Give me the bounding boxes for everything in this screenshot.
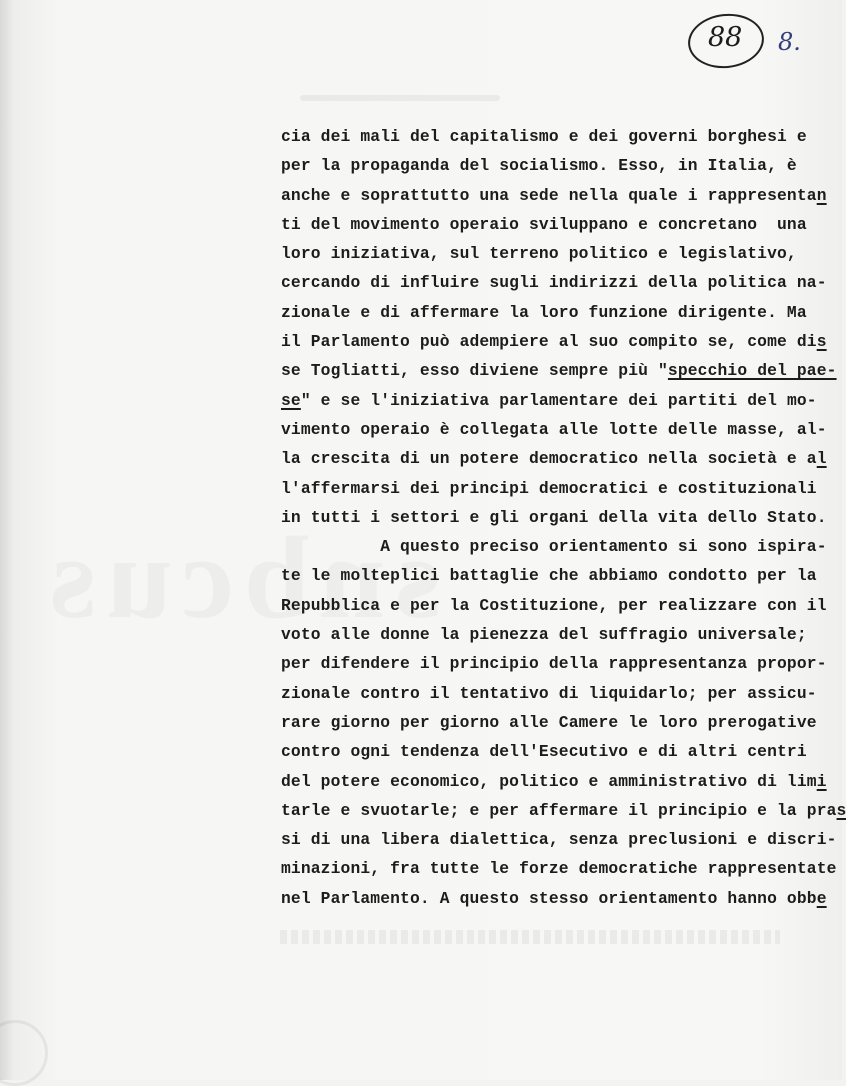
text-line: ti del movimento operaio sviluppano e concretano una <box>281 214 807 234</box>
body-text <box>281 122 846 913</box>
bleed-through-mark <box>300 95 500 101</box>
text-line: voto alle donne la pienezza del suffragio universale; <box>281 625 807 645</box>
text-line: cia dei mali del capitalismo e dei governi borghesi e <box>281 127 807 146</box>
text-line: la crescita di un potere democratico nella società e al <box>281 449 827 469</box>
text-line: il Parlamento può adempiere al suo compito se, come dis <box>281 332 827 352</box>
text-line: vimento operaio è collegata alle lotte delle masse, al- <box>281 419 827 439</box>
text-line: rare giorno per giorno alle Camere le loro prerogative <box>281 712 817 732</box>
text-line: contro ogni tendenza dell'Esecutivo e di altri centri <box>281 742 807 762</box>
text-line: Repubblica e per la Costituzione, per realizzare con il <box>281 595 827 615</box>
bleed-through-mark <box>280 930 780 944</box>
text-line: zionale e di affermare la loro funzione dirigente. Ma <box>281 302 807 322</box>
text-line: nel Parlamento. A questo stesso orientamento hanno obbe <box>281 888 827 908</box>
text-line: te le molteplici battaglie che abbiamo condotto per la <box>281 566 817 586</box>
text-line: per la propaganda del socialismo. Esso, in Italia, è <box>281 156 797 176</box>
text-line: A questo preciso orientamento si sono ispira- <box>281 537 827 557</box>
text-line: minazioni, fra tutte le forze democratiche rappresentate <box>281 859 837 879</box>
text-line: in tutti i settori e gli organi della vita dello Stato. <box>281 507 827 527</box>
text-line: anche e soprattutto una sede nella quale i rappresentan <box>281 185 827 205</box>
page-number: 8. <box>778 28 801 56</box>
text-line: zionale contro il tentativo di liquidarlo; per assicu- <box>281 683 817 703</box>
text-line: del potere economico, politico e amministrativo di limi <box>281 771 827 791</box>
text-line: se" e se l'iniziativa parlamentare dei partiti del mo- <box>281 390 817 410</box>
text-line: cercando di influire sugli indirizzi della politica na- <box>281 273 827 293</box>
text-line: si di una libera dialettica, senza preclusioni e discri- <box>281 830 837 850</box>
text-line: l'affermarsi dei principi democratici e costituzionali <box>281 478 817 498</box>
text-line: loro iniziativa, sul terreno politico e legislativo, <box>281 244 797 264</box>
corner-stain <box>0 1020 48 1086</box>
text-line: per difendere il principio della rappresentanza propor- <box>281 654 827 674</box>
archive-mark-number: 88 <box>708 22 743 53</box>
page-edge-shadow <box>0 0 14 1080</box>
text-line: tarle e svuotarle; e per affermare il principio e la pras <box>281 800 846 820</box>
text-line: se Togliatti, esso diviene sempre più "specchio del pae- <box>281 361 837 381</box>
